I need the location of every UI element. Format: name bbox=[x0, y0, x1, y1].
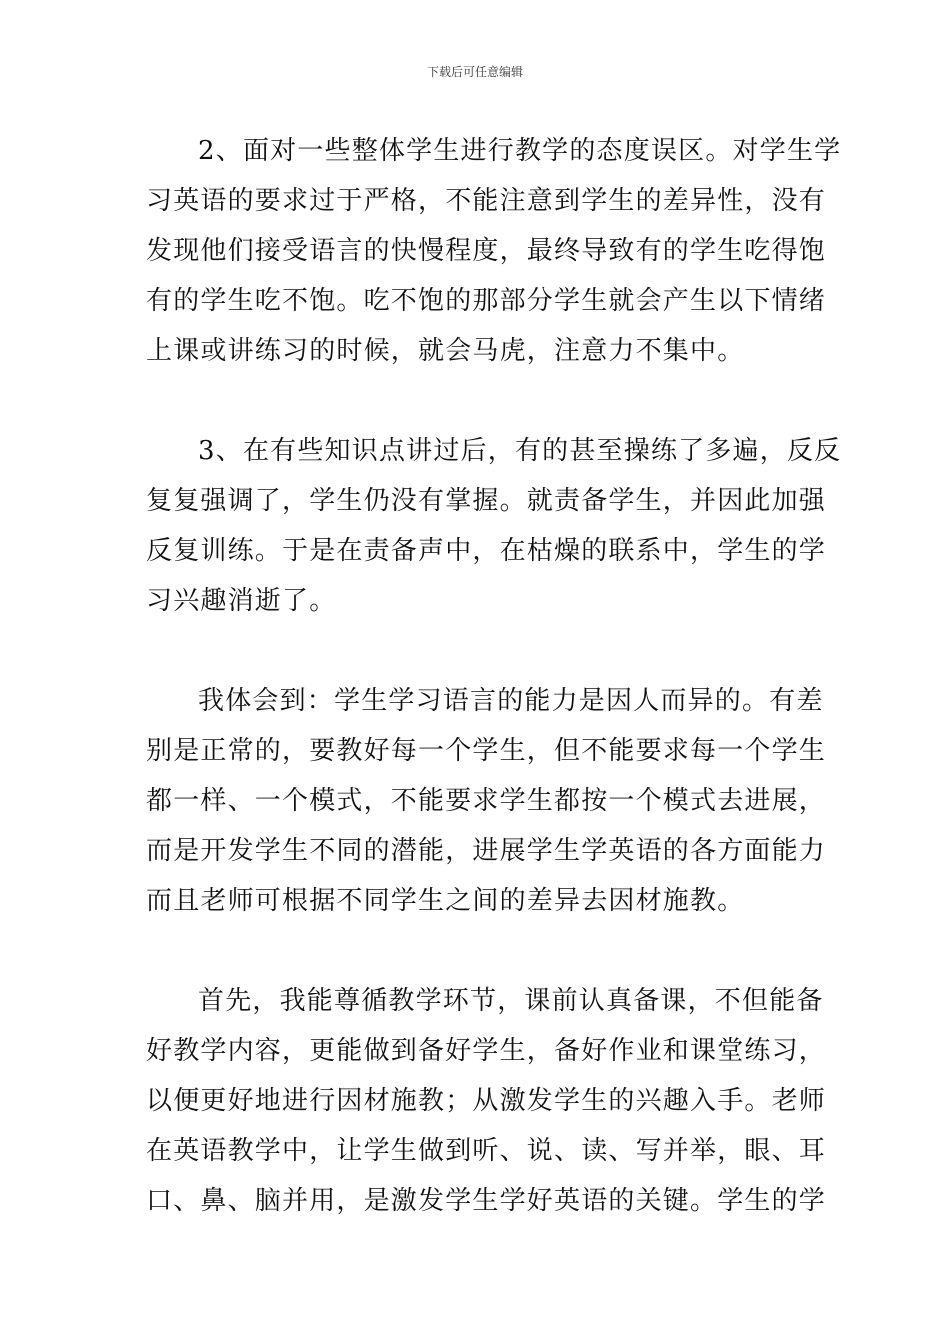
paragraph-line: 发现他们接受语言的快慢程度，最终导致有的学生吃得饱 bbox=[146, 236, 827, 266]
paragraph-spacer bbox=[146, 926, 808, 976]
paragraph-line: 3、在有些知识点讲过后，有的甚至操练了多遍，反反 bbox=[198, 436, 842, 466]
paragraph-line: 在英语教学中，让学生做到听、说、读、写并举，眼、耳 bbox=[146, 1136, 827, 1166]
paragraph-2 bbox=[146, 426, 842, 626]
paragraph-3 bbox=[146, 676, 827, 926]
paragraph-line: 以便更好地进行因材施教；从激发学生的兴趣入手。老师 bbox=[146, 1086, 827, 1116]
paragraph-spacer bbox=[146, 626, 808, 676]
paragraph-line: 习兴趣消逝了。 bbox=[146, 586, 337, 616]
paragraph-line: 好教学内容，更能做到备好学生，备好作业和课堂练习， bbox=[146, 1036, 827, 1066]
paragraph-line: 口、鼻、脑并用，是激发学生学好英语的关键。学生的学 bbox=[146, 1186, 827, 1216]
document-body bbox=[146, 126, 842, 1226]
paragraph-4 bbox=[146, 976, 827, 1226]
paragraph-line: 而是开发学生不同的潜能，进展学生学英语的各方面能力 bbox=[146, 836, 827, 866]
paragraph-line: 首先，我能尊循教学环节，课前认真备课，不但能备 bbox=[198, 986, 824, 1016]
paragraph-1 bbox=[146, 126, 842, 376]
paragraph-line: 习英语的要求过于严格，不能注意到学生的差异性，没有 bbox=[146, 186, 827, 216]
page-header: 下载后可任意编辑 bbox=[426, 65, 523, 79]
paragraph-line: 而且老师可根据不同学生之间的差异去因材施教。 bbox=[146, 886, 745, 916]
paragraph-line: 有的学生吃不饱。吃不饱的那部分学生就会产生以下情绪 bbox=[146, 286, 827, 316]
paragraph-line: 都一样、一个模式，不能要求学生都按一个模式去进展， bbox=[146, 786, 827, 816]
paragraph-line: 2、面对一些整体学生进行教学的态度误区。对学生学 bbox=[198, 136, 842, 166]
paragraph-line: 复复强调了，学生仍没有掌握。就责备学生，并因此加强 bbox=[146, 486, 827, 516]
paragraph-spacer bbox=[146, 376, 808, 426]
paragraph-line: 别是正常的，要教好每一个学生，但不能要求每一个学生 bbox=[146, 736, 827, 766]
paragraph-line: 我体会到：学生学习语言的能力是因人而异的。有差 bbox=[198, 686, 824, 716]
paragraph-line: 上课或讲练习的时候，就会马虎，注意力不集中。 bbox=[146, 336, 745, 366]
paragraph-line: 反复训练。于是在责备声中，在枯燥的联系中，学生的学 bbox=[146, 536, 827, 566]
